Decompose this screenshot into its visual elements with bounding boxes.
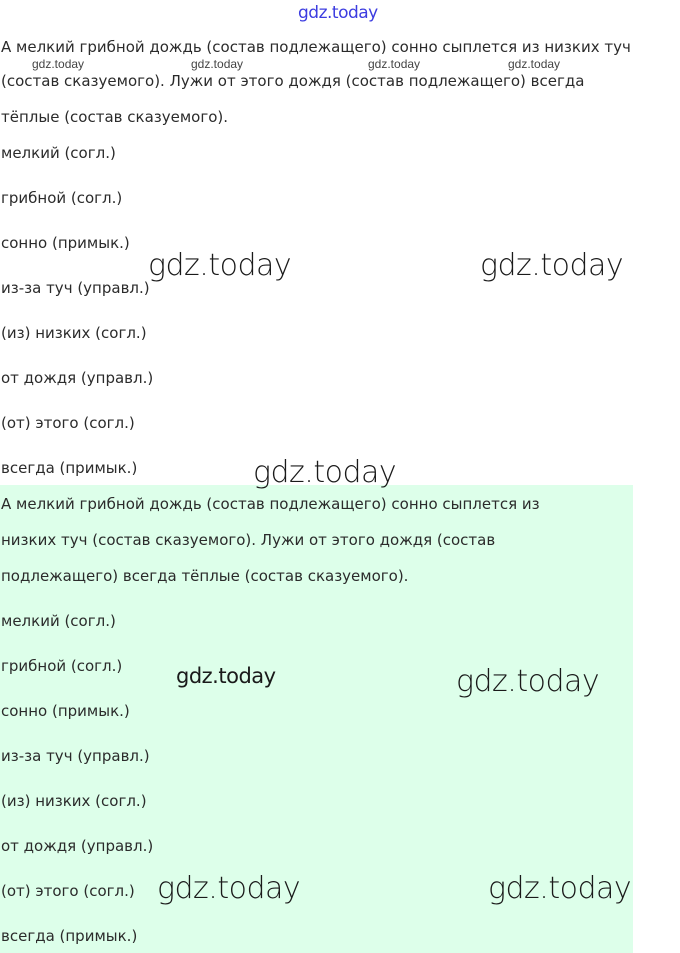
watermark-large: gdz.today <box>157 871 301 906</box>
watermark-large: gdz.today <box>488 871 632 906</box>
paragraph-1-line-3: тёплые (состав сказуемого). <box>1 108 229 126</box>
list-item: (из) низких (согл.) <box>1 324 147 342</box>
watermark-small: gdz.today <box>508 57 561 71</box>
list-item: грибной (согл.) <box>1 657 123 675</box>
list-item: (из) низких (согл.) <box>1 792 147 810</box>
list-item: всегда (примык.) <box>1 927 138 945</box>
watermark-small: gdz.today <box>32 57 85 71</box>
paragraph-2-line-2: низких туч (состав сказуемого). Лужи от этого дождя (состав <box>1 531 496 549</box>
list-item: грибной (согл.) <box>1 189 123 207</box>
watermark-large: gdz.today <box>148 248 292 283</box>
watermark-large: gdz.today <box>456 664 600 699</box>
list-item: мелкий (согл.) <box>1 612 116 630</box>
watermark-top: gdz.today <box>298 3 378 23</box>
watermark-medium: gdz.today <box>176 664 276 688</box>
list-item: мелкий (согл.) <box>1 144 116 162</box>
paragraph-2-line-1: А мелкий грибной дождь (состав подлежащего) сонно сыплется из <box>1 495 540 513</box>
list-item: (от) этого (согл.) <box>1 882 135 900</box>
list-item: сонно (примык.) <box>1 702 130 720</box>
list-item: из-за туч (управл.) <box>1 747 150 765</box>
paragraph-1-line-2: (состав сказуемого). Лужи от этого дождя (состав подлежащего) всегда <box>1 72 585 90</box>
paragraph-1-line-1: А мелкий грибной дождь (состав подлежащего) сонно сыплется из низких туч <box>1 38 631 56</box>
list-item: (от) этого (согл.) <box>1 414 135 432</box>
list-item: сонно (примык.) <box>1 234 130 252</box>
watermark-small: gdz.today <box>368 57 421 71</box>
list-item: из-за туч (управл.) <box>1 279 150 297</box>
list-item: от дождя (управл.) <box>1 837 154 855</box>
watermark-small: gdz.today <box>191 57 244 71</box>
watermark-large: gdz.today <box>480 248 624 283</box>
paragraph-2-line-3: подлежащего) всегда тёплые (состав сказуемого). <box>1 567 409 585</box>
list-item: от дождя (управл.) <box>1 369 154 387</box>
watermark-large: gdz.today <box>253 455 397 490</box>
list-item: всегда (примык.) <box>1 459 138 477</box>
